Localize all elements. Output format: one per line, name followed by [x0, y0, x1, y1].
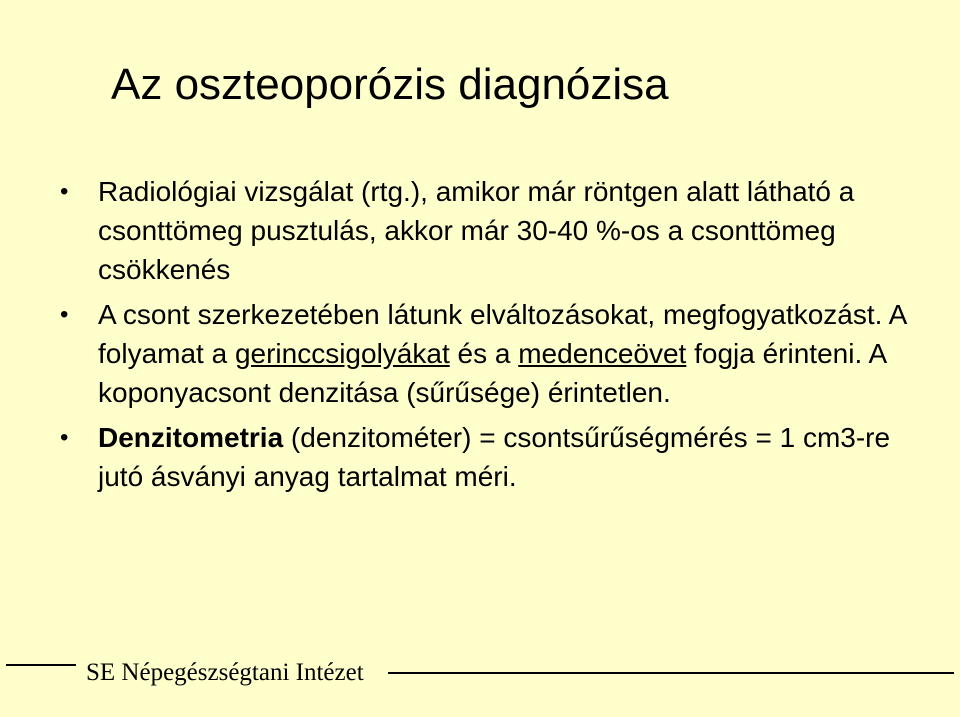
underlined-term-vertebrae: gerinccsigolyákat: [234, 338, 450, 369]
footer-divider-right: [388, 672, 954, 674]
footer: [0, 656, 960, 696]
bullet-icon: •: [60, 301, 69, 328]
bullet-item-bone-structure: [60, 295, 920, 412]
slide-title: Az oszteoporózis diagnózisa: [111, 60, 669, 109]
footer-institute-name: SE Népegészségtani Intézet: [86, 659, 364, 686]
bullet-text: Radiológiai vizsgálat (rtg.), amikor már röntgen alatt látható a csonttömeg pusztulás, akkor már 30-40 %-os a csonttömeg csökkenés: [98, 176, 855, 285]
bullet-item-radiology: [60, 172, 920, 289]
bullet-item-densitometry: [60, 418, 920, 496]
bullet-text: fogja érinteni. A koponyacsont denzitása (sűrűsége) érintetlen.: [98, 338, 886, 408]
bullet-text: A csont szerkezetében látunk elváltozásokat, megfogyatkozást. A folyamat a: [98, 299, 906, 369]
bullet-icon: •: [60, 424, 69, 451]
underlined-term-pelvic-girdle: medenceövet: [518, 338, 687, 369]
bullet-text: (denzitométer) = csontsűrűségmérés = 1 cm3-re jutó ásványi anyag tartalmat méri.: [98, 422, 891, 492]
footer-divider-left: [6, 664, 76, 666]
bullet-text: és a: [449, 338, 519, 369]
bullet-list: [60, 172, 920, 502]
bullet-icon: •: [60, 178, 69, 205]
bold-term-densitometry: Denzitometria: [98, 422, 284, 453]
